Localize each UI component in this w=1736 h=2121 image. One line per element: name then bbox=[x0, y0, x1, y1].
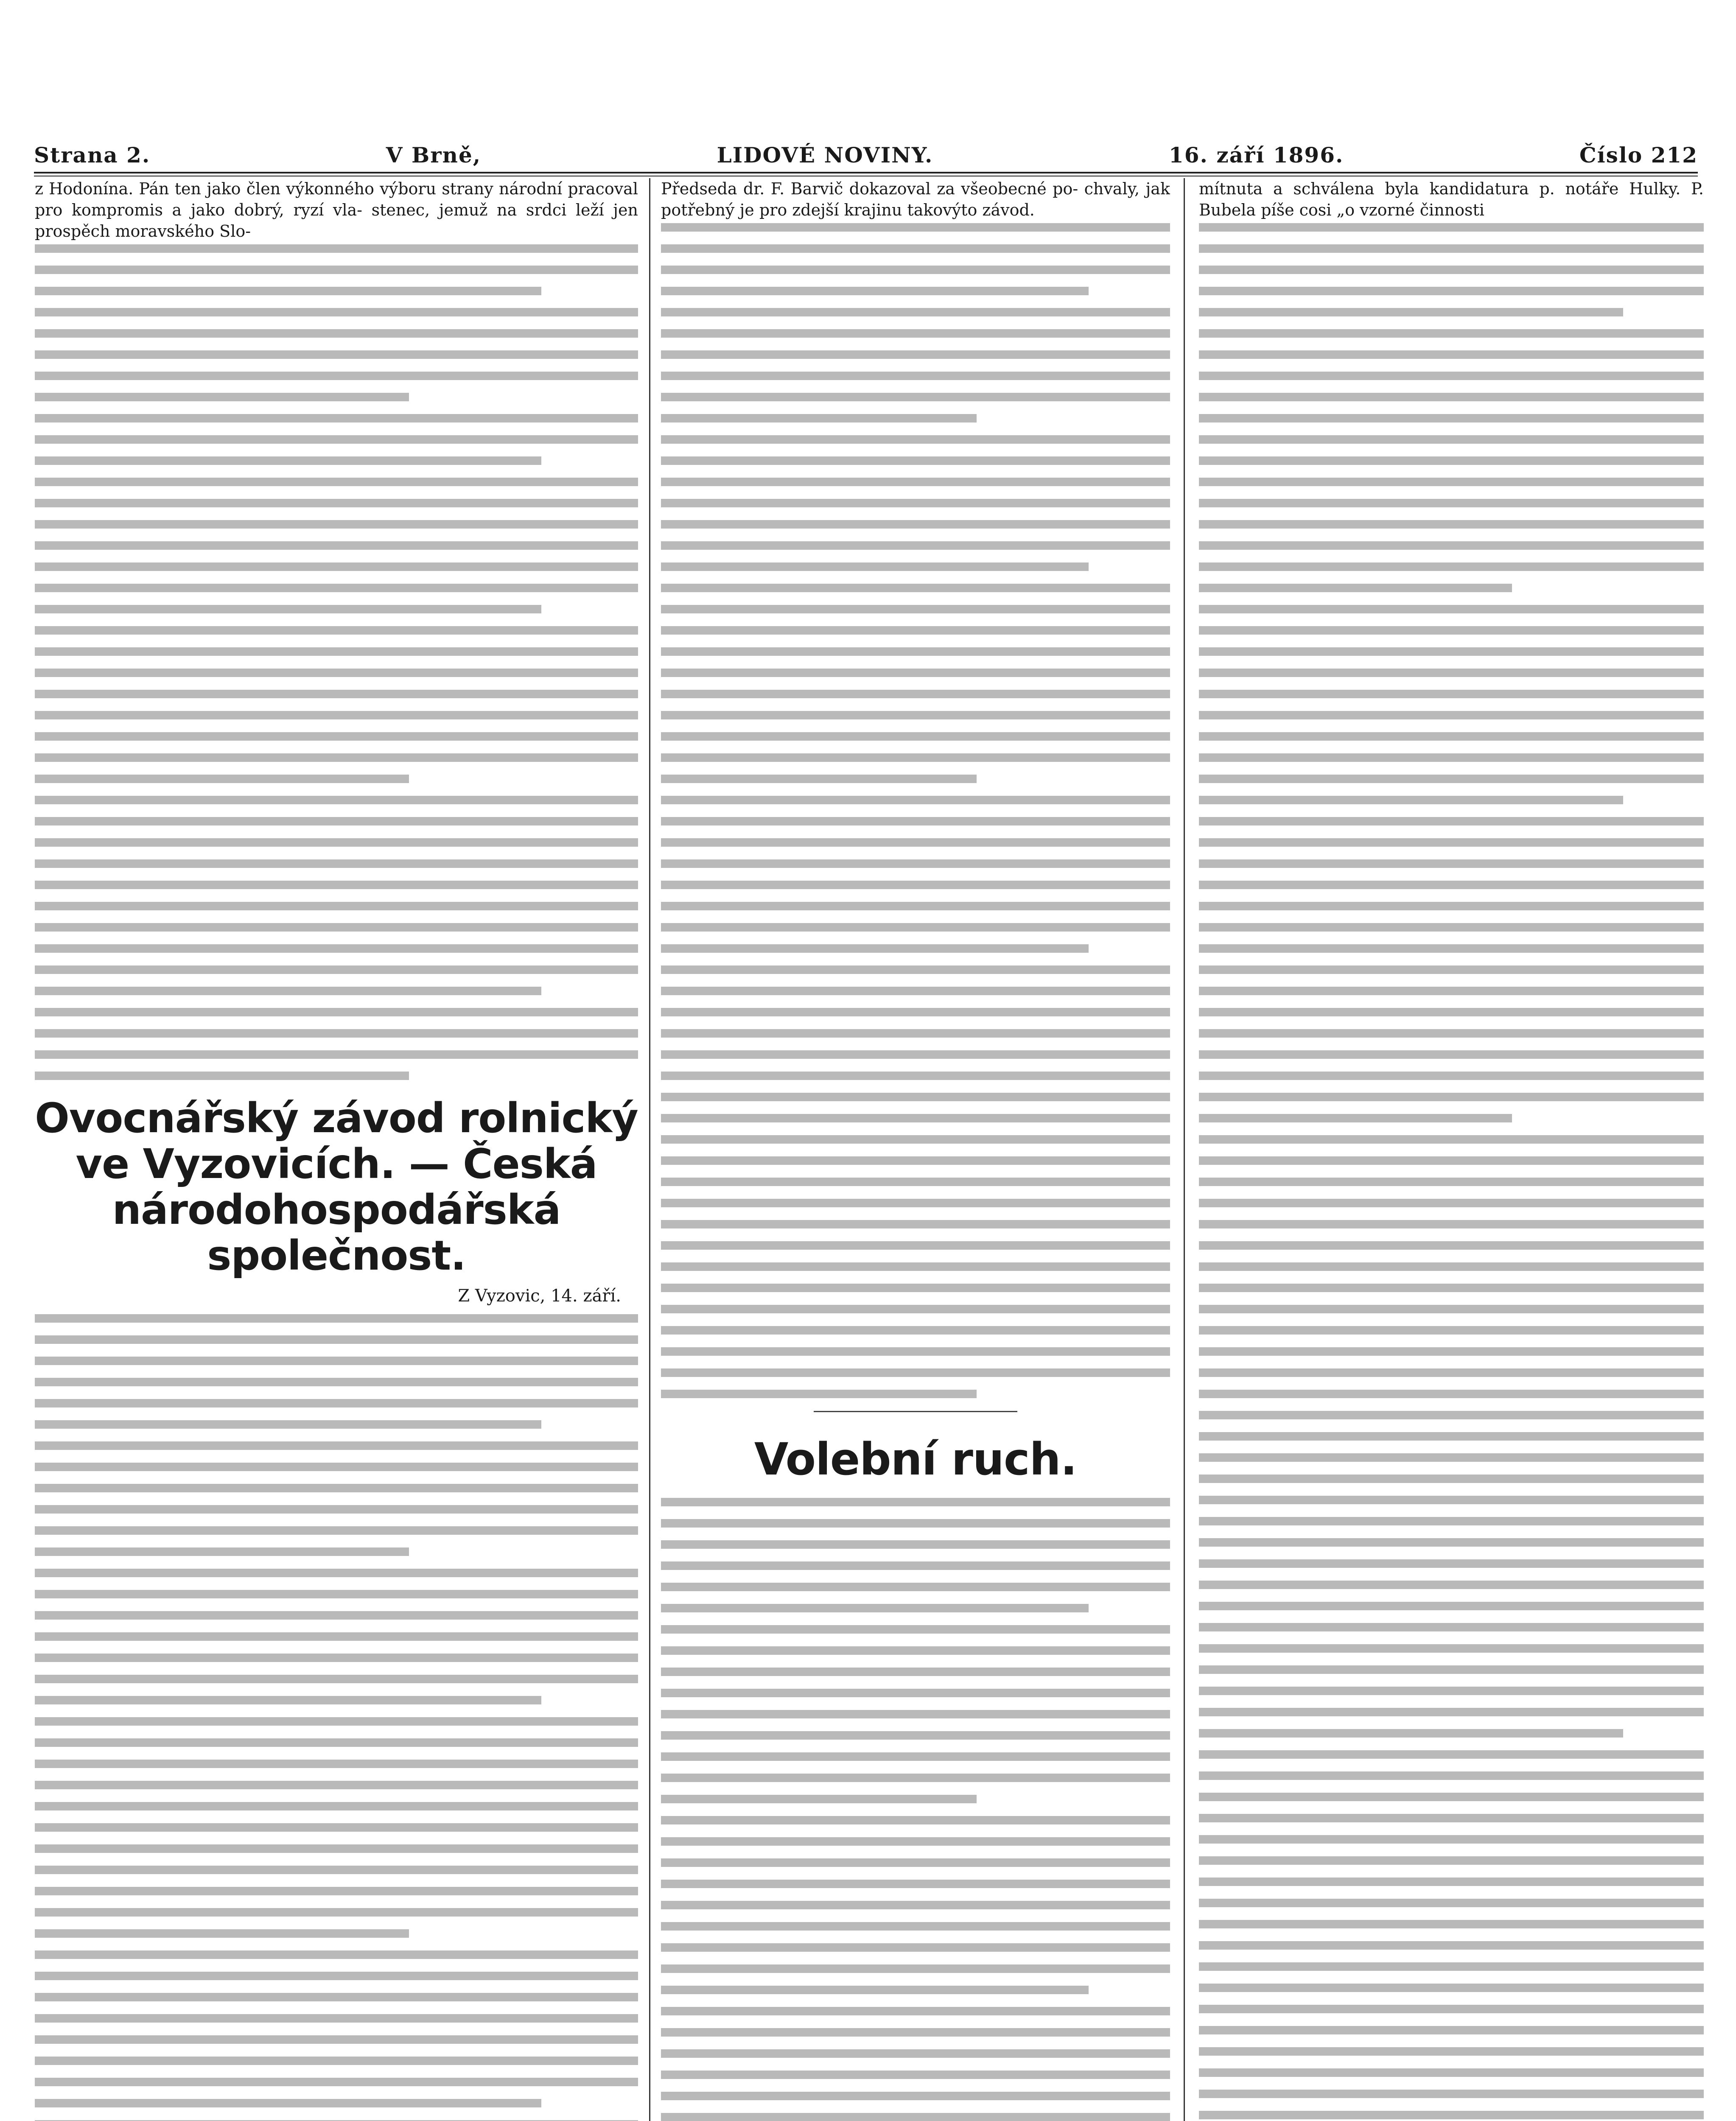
article-title: Ovocnářský závod rolnický ve Vyzovicích. — Česká národohospodářská společnost. bbox=[35, 1094, 638, 1279]
text-line bbox=[661, 1880, 1170, 1888]
text-line bbox=[1199, 1496, 1704, 1504]
page-number: Strana 2. bbox=[34, 143, 151, 168]
text-line bbox=[35, 499, 638, 507]
text-line bbox=[1199, 1390, 1704, 1398]
column-divider bbox=[1184, 178, 1185, 2121]
text-line bbox=[35, 308, 638, 316]
text-line bbox=[35, 1781, 638, 1789]
text-line bbox=[661, 223, 1170, 232]
text-line bbox=[661, 775, 977, 783]
text-line bbox=[661, 1901, 1170, 1909]
text-line bbox=[661, 881, 1170, 889]
text-line bbox=[661, 266, 1170, 274]
text-line bbox=[661, 690, 1170, 698]
column-1 bbox=[35, 178, 638, 2121]
text-line bbox=[661, 520, 1170, 529]
text-line bbox=[1199, 1581, 1704, 1589]
text-line bbox=[1199, 2090, 1704, 2098]
column-1-text: z Hodonína. Pán ten jako člen výkonného výboru strany národní pracoval pro kompromis a jako dobrý, ryzí vla- stenec, jemuž na srdci leží jen prospěch moravského Slo- bbox=[35, 179, 638, 241]
text-line bbox=[1199, 562, 1704, 571]
text-line bbox=[661, 1093, 1170, 1101]
text-line bbox=[1199, 753, 1704, 762]
text-line bbox=[661, 1561, 1170, 1570]
text-line bbox=[1199, 2111, 1704, 2119]
text-line bbox=[661, 329, 1170, 338]
text-line bbox=[661, 541, 1170, 550]
text-line bbox=[35, 1314, 638, 1323]
text-line bbox=[1199, 1093, 1704, 1101]
text-line bbox=[35, 2078, 638, 2086]
text-line bbox=[1199, 435, 1704, 444]
text-line bbox=[35, 456, 541, 465]
text-line bbox=[661, 1795, 977, 1803]
text-line bbox=[35, 626, 638, 635]
text-line bbox=[661, 1837, 1170, 1846]
text-line bbox=[661, 859, 1170, 868]
text-line bbox=[661, 817, 1170, 825]
text-line bbox=[35, 669, 638, 677]
text-line bbox=[661, 478, 1170, 486]
text-line bbox=[1199, 2026, 1704, 2034]
issue-number: Číslo 212 bbox=[1579, 143, 1698, 168]
text-lines bbox=[661, 1498, 1170, 2121]
text-line bbox=[35, 1008, 638, 1016]
text-line bbox=[661, 1156, 1170, 1165]
text-line bbox=[1199, 1814, 1704, 1822]
text-line bbox=[1199, 520, 1704, 529]
text-line bbox=[35, 647, 638, 656]
text-line bbox=[661, 350, 1170, 359]
text-line bbox=[1199, 1793, 1704, 1801]
text-line bbox=[1199, 1984, 1704, 1992]
text-lines bbox=[35, 1314, 638, 2121]
text-lines bbox=[1199, 223, 1704, 2121]
text-line bbox=[1199, 1623, 1704, 1631]
text-line bbox=[1199, 647, 1704, 656]
text-line bbox=[35, 1908, 638, 1917]
text-line bbox=[35, 987, 541, 995]
text-line bbox=[661, 2028, 1170, 2037]
text-line bbox=[35, 1335, 638, 1344]
text-line bbox=[1199, 1114, 1512, 1122]
text-line bbox=[35, 2014, 638, 2023]
text-line bbox=[1199, 817, 1704, 825]
text-line bbox=[1199, 584, 1512, 592]
text-line bbox=[661, 499, 1170, 507]
text-line bbox=[661, 1050, 1170, 1059]
text-line bbox=[1199, 1029, 1704, 1038]
text-line bbox=[661, 1689, 1170, 1697]
column-3 bbox=[1199, 178, 1704, 2121]
text-line bbox=[35, 1072, 409, 1080]
article-divider bbox=[814, 1411, 1017, 1412]
text-line bbox=[661, 1326, 1170, 1335]
text-line bbox=[35, 1399, 638, 1407]
text-line bbox=[1199, 1708, 1704, 1716]
text-line bbox=[35, 881, 638, 889]
text-line bbox=[1199, 1284, 1704, 1292]
text-line bbox=[1199, 796, 1623, 804]
text-line bbox=[1199, 1941, 1704, 1950]
text-line bbox=[35, 329, 638, 338]
text-line bbox=[35, 1569, 638, 1577]
text-line bbox=[35, 796, 638, 804]
text-line bbox=[661, 626, 1170, 635]
text-line bbox=[661, 711, 1170, 719]
text-line bbox=[661, 1029, 1170, 1038]
text-line bbox=[1199, 838, 1704, 847]
text-line bbox=[35, 1950, 638, 1959]
text-line bbox=[1199, 1559, 1704, 1568]
text-line bbox=[1199, 902, 1704, 910]
text-line bbox=[35, 1590, 638, 1598]
article-dateline: Z Vyzovic, 14. září. bbox=[458, 1286, 621, 1306]
text-line bbox=[1199, 1178, 1704, 1186]
text-line bbox=[1199, 244, 1704, 253]
text-line bbox=[1199, 308, 1623, 316]
text-line bbox=[35, 1972, 638, 1980]
text-line bbox=[35, 1632, 638, 1641]
text-line bbox=[1199, 456, 1704, 465]
text-line bbox=[1199, 1347, 1704, 1356]
issue-date: 16. září 1896. bbox=[1168, 143, 1344, 168]
text-line bbox=[661, 2113, 1170, 2121]
text-line bbox=[661, 1710, 1170, 1718]
column-divider bbox=[649, 178, 650, 2121]
section-title: Volební ruch. bbox=[754, 1433, 1077, 1485]
text-line bbox=[1199, 2047, 1704, 2056]
text-line bbox=[35, 520, 638, 529]
text-line bbox=[1199, 1835, 1704, 1844]
text-line bbox=[661, 456, 1170, 465]
text-line bbox=[1199, 1305, 1704, 1313]
text-line bbox=[661, 1731, 1170, 1740]
text-line bbox=[1199, 372, 1704, 380]
text-line bbox=[661, 1178, 1170, 1186]
text-line bbox=[1199, 1326, 1704, 1335]
text-line bbox=[661, 796, 1170, 804]
text-line bbox=[661, 1858, 1170, 1867]
text-line bbox=[35, 1050, 638, 1059]
text-line bbox=[1199, 669, 1704, 677]
text-line bbox=[661, 562, 1089, 571]
text-line bbox=[35, 1760, 638, 1768]
text-line bbox=[35, 775, 409, 783]
text-line bbox=[661, 1220, 1170, 1228]
text-line bbox=[661, 1241, 1170, 1250]
text-line bbox=[35, 1463, 638, 1471]
text-line bbox=[1199, 478, 1704, 486]
text-line bbox=[661, 1368, 1170, 1377]
text-line bbox=[1199, 287, 1704, 295]
text-line bbox=[661, 2007, 1170, 2015]
text-line bbox=[35, 1547, 409, 1556]
text-line bbox=[35, 478, 638, 486]
text-line bbox=[35, 1887, 638, 1895]
text-line bbox=[1199, 626, 1704, 635]
text-line bbox=[35, 372, 638, 380]
text-line bbox=[35, 1717, 638, 1726]
text-line bbox=[661, 669, 1170, 677]
text-line bbox=[35, 732, 638, 741]
text-line bbox=[1199, 1475, 1704, 1483]
text-line bbox=[35, 350, 638, 359]
text-line bbox=[35, 393, 409, 401]
text-line bbox=[1199, 1687, 1704, 1695]
text-line bbox=[661, 1540, 1170, 1549]
text-line bbox=[1199, 1156, 1704, 1165]
column-2 bbox=[661, 178, 1170, 2121]
text-line bbox=[661, 1008, 1170, 1016]
text-line bbox=[1199, 1665, 1704, 1674]
text-line bbox=[661, 605, 1170, 613]
text-line bbox=[35, 244, 638, 253]
text-line bbox=[35, 923, 638, 932]
text-line bbox=[35, 287, 541, 295]
text-line bbox=[1199, 541, 1704, 550]
column-2-text: Předseda dr. F. Barvič dokazoval za všeobecné po- chvaly, jak potřebný je pro zdejší krajinu takovýto závod. bbox=[661, 179, 1170, 219]
text-line bbox=[1199, 1962, 1704, 1971]
text-line bbox=[661, 1135, 1170, 1144]
text-line bbox=[1199, 923, 1704, 932]
text-line bbox=[661, 435, 1170, 444]
text-line bbox=[35, 1654, 638, 1662]
text-line bbox=[661, 923, 1170, 932]
text-line bbox=[1199, 1538, 1704, 1547]
text-line bbox=[35, 965, 638, 974]
text-line bbox=[1199, 1262, 1704, 1271]
text-line bbox=[661, 308, 1170, 316]
text-line bbox=[1199, 1750, 1704, 1759]
text-line bbox=[1199, 1517, 1704, 1525]
text-line bbox=[35, 838, 638, 847]
text-line bbox=[35, 266, 638, 274]
text-line bbox=[1199, 1368, 1704, 1377]
text-line bbox=[1199, 1199, 1704, 1207]
text-line bbox=[661, 2071, 1170, 2079]
text-line bbox=[661, 414, 977, 423]
text-line bbox=[35, 690, 638, 698]
text-line bbox=[35, 1696, 541, 1704]
text-line bbox=[1199, 1220, 1704, 1228]
text-line bbox=[661, 1114, 1170, 1122]
text-line bbox=[661, 1498, 1170, 1506]
text-line bbox=[661, 244, 1170, 253]
text-line bbox=[1199, 1920, 1704, 1928]
text-line bbox=[1199, 605, 1704, 613]
text-line bbox=[661, 1986, 1089, 1994]
text-line bbox=[35, 2099, 541, 2107]
text-line bbox=[1199, 1878, 1704, 1886]
text-line bbox=[1199, 1644, 1704, 1653]
page-header bbox=[34, 129, 1698, 168]
text-line bbox=[1199, 266, 1704, 274]
text-line bbox=[1199, 987, 1704, 995]
text-line bbox=[661, 584, 1170, 592]
text-line bbox=[661, 1943, 1170, 1952]
text-line bbox=[1199, 732, 1704, 741]
text-line bbox=[35, 1738, 638, 1747]
text-line bbox=[661, 1668, 1170, 1676]
text-line bbox=[1199, 1072, 1704, 1080]
text-line bbox=[1199, 1432, 1704, 1441]
text-line bbox=[1199, 1856, 1704, 1865]
text-line bbox=[1199, 1771, 1704, 1780]
newspaper-name: LIDOVÉ NOVINY. bbox=[717, 143, 933, 168]
text-line bbox=[1199, 499, 1704, 507]
text-line bbox=[1199, 1453, 1704, 1462]
text-line bbox=[35, 1866, 638, 1874]
text-line bbox=[35, 1505, 638, 1514]
text-line bbox=[661, 1262, 1170, 1271]
text-line bbox=[661, 1072, 1170, 1080]
text-line bbox=[661, 1519, 1170, 1528]
text-line bbox=[1199, 690, 1704, 698]
text-line bbox=[661, 287, 1089, 295]
text-line bbox=[661, 1305, 1170, 1313]
text-line bbox=[1199, 775, 1704, 783]
text-line bbox=[1199, 223, 1704, 232]
text-line bbox=[35, 1526, 638, 1535]
text-line bbox=[35, 435, 638, 444]
text-line bbox=[35, 1378, 638, 1386]
text-line bbox=[1199, 1602, 1704, 1610]
text-line bbox=[35, 605, 541, 613]
text-line bbox=[35, 1611, 638, 1620]
text-line bbox=[661, 1646, 1170, 1655]
text-line bbox=[1199, 1899, 1704, 1907]
text-line bbox=[35, 859, 638, 868]
text-line bbox=[35, 1675, 638, 1683]
text-line bbox=[1199, 329, 1704, 338]
text-line bbox=[661, 987, 1170, 995]
text-line bbox=[661, 2049, 1170, 2058]
text-line bbox=[35, 1929, 409, 1938]
text-line bbox=[35, 541, 638, 550]
text-line bbox=[35, 1844, 638, 1853]
text-line bbox=[1199, 1241, 1704, 1250]
text-line bbox=[1199, 350, 1704, 359]
text-line bbox=[35, 902, 638, 910]
text-line bbox=[661, 1604, 1089, 1612]
text-line bbox=[35, 2035, 638, 2044]
text-line bbox=[661, 1583, 1170, 1591]
text-line bbox=[661, 753, 1170, 762]
text-line bbox=[1199, 1008, 1704, 1016]
text-line bbox=[661, 1390, 977, 1398]
text-line bbox=[35, 1029, 638, 1038]
city: V Brně, bbox=[386, 143, 482, 168]
text-line bbox=[661, 1347, 1170, 1356]
text-line bbox=[35, 2057, 638, 2065]
text-line bbox=[661, 1774, 1170, 1782]
text-line bbox=[35, 584, 638, 592]
text-line bbox=[1199, 1411, 1704, 1419]
text-line bbox=[35, 1420, 541, 1429]
text-line bbox=[661, 838, 1170, 847]
header-rule bbox=[34, 172, 1698, 173]
text-line bbox=[1199, 1135, 1704, 1144]
text-line bbox=[661, 1922, 1170, 1931]
text-line bbox=[661, 732, 1170, 741]
text-line bbox=[35, 414, 638, 423]
text-line bbox=[1199, 393, 1704, 401]
text-line bbox=[35, 1441, 638, 1450]
text-line bbox=[661, 1625, 1170, 1634]
text-line bbox=[1199, 711, 1704, 719]
text-line bbox=[35, 1802, 638, 1810]
text-lines bbox=[661, 223, 1170, 1398]
text-line bbox=[661, 965, 1170, 974]
text-line bbox=[1199, 965, 1704, 974]
text-line bbox=[35, 711, 638, 719]
text-line bbox=[661, 1752, 1170, 1761]
text-lines bbox=[35, 244, 638, 1080]
text-line bbox=[661, 1964, 1170, 1973]
text-line bbox=[661, 647, 1170, 656]
column-3-text: mítnuta a schválena byla kandidatura p. notáře Hulky. P. Bubela píše cosi „o vzorné činnosti bbox=[1199, 179, 1704, 219]
text-line bbox=[661, 1199, 1170, 1207]
text-line bbox=[661, 393, 1170, 401]
text-line bbox=[1199, 1729, 1623, 1738]
text-line bbox=[661, 902, 1170, 910]
text-line bbox=[35, 1357, 638, 1365]
text-line bbox=[35, 1484, 638, 1492]
text-line bbox=[35, 753, 638, 762]
text-line bbox=[1199, 859, 1704, 868]
text-line bbox=[661, 1284, 1170, 1292]
text-line bbox=[661, 944, 1089, 953]
text-line bbox=[1199, 414, 1704, 423]
text-line bbox=[1199, 2005, 1704, 2013]
text-line bbox=[35, 1823, 638, 1832]
text-line bbox=[1199, 2068, 1704, 2077]
text-line bbox=[1199, 1050, 1704, 1059]
text-line bbox=[35, 562, 638, 571]
text-line bbox=[35, 944, 638, 953]
text-line bbox=[1199, 881, 1704, 889]
text-line bbox=[35, 817, 638, 825]
text-line bbox=[661, 1816, 1170, 1824]
text-line bbox=[35, 1993, 638, 2001]
text-line bbox=[661, 2092, 1170, 2100]
text-line bbox=[661, 372, 1170, 380]
text-line bbox=[1199, 944, 1704, 953]
